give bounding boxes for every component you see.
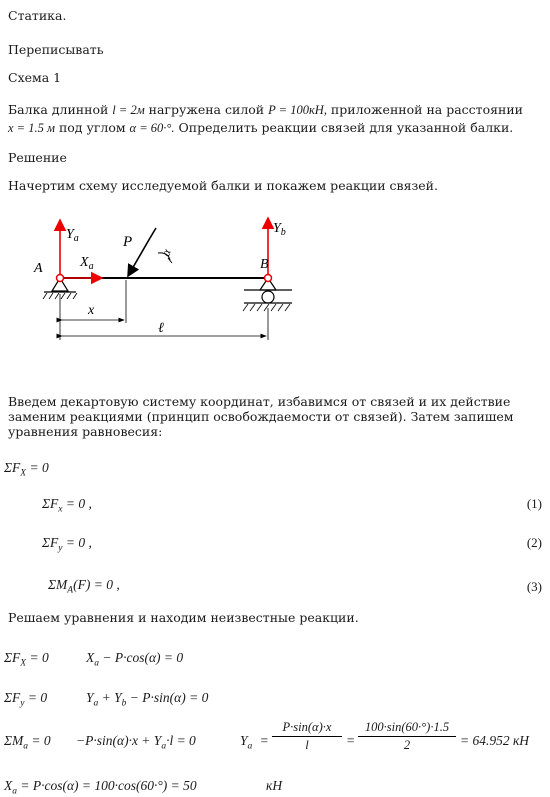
row4-unit: кН	[266, 778, 283, 793]
yb-label: $Y_b$	[273, 221, 286, 238]
ya-label: $Y_a$	[66, 227, 79, 244]
row4: $X_a = P\cdot\cos(\alpha) = 100\cdot\cos(60\cdot^\circ) = 50$	[4, 778, 197, 797]
equation-2-number: (2)	[526, 535, 542, 550]
fraction-2	[358, 720, 456, 753]
solution-intro: Начертим схему исследуемой балки и покажем реакции связей.	[8, 178, 438, 193]
scheme-label: Схема 1	[8, 70, 62, 85]
fraction-2-denominator: 2	[403, 738, 411, 752]
row1-left: $\Sigma F_X = 0$	[4, 650, 49, 669]
problem-line-2: x = 1.5 м под углом α = 60·°. Определить реакции связей для указанной балки.	[8, 120, 514, 135]
sum-fx-heading: $\Sigma F_X = 0$	[4, 460, 49, 479]
equation-1: $\Sigma F_x = 0$ ,	[42, 496, 92, 515]
fraction-2-numerator: 100·sin(60·°)·1.5	[364, 720, 450, 734]
solve-text: Решаем уравнения и находим неизвестные реакции.	[8, 610, 359, 625]
p-label: P	[123, 234, 133, 250]
row3-ya: $Y_a$ =	[240, 733, 269, 752]
problem-line-1: Балка длинной l = 2м нагружена силой P = 100кН, приложенной на расстоянии	[8, 102, 523, 117]
equation-3: $\Sigma M_A(F) = 0$ ,	[48, 577, 120, 596]
equilibrium-paragraph: Введем декартовую систему координат, избавимся от связей и их действие заменим реакциями (принцип освобождаемости от связей). Затем запишем уравнения равновесия:	[8, 394, 514, 439]
beam-diagram	[30, 208, 330, 350]
page-title: Статика.	[8, 8, 67, 23]
xa-label: $X_a$	[80, 255, 94, 272]
l-dim-label: ℓ	[158, 321, 164, 336]
equation-1-number: (1)	[526, 496, 542, 511]
row2-left: $\Sigma F_y = 0$	[4, 690, 48, 709]
alpha-label: α	[158, 247, 174, 258]
fraction-1-denominator: l	[305, 738, 309, 752]
fraction-1	[272, 720, 342, 753]
row3-moment: $-P\cdot\sin(\alpha)\cdot x + Y_a\cdot l = 0$	[76, 733, 196, 752]
equation-3-number: (3)	[526, 579, 542, 594]
row3-eq2: =	[346, 733, 356, 748]
equation-2: $\Sigma F_y = 0$ ,	[42, 535, 92, 554]
row1-right: $X_a - P\cdot\cos(\alpha) = 0$	[86, 650, 184, 669]
rewrite-label: Переписывать	[8, 42, 104, 57]
point-b-label: B	[260, 257, 269, 272]
point-a-label: A	[34, 261, 43, 276]
row3-result: = 64.952 кН	[460, 733, 530, 748]
solution-label: Решение	[8, 150, 67, 165]
row3-left: $\Sigma M_a = 0$	[4, 733, 51, 752]
x-dim-label: x	[88, 303, 95, 318]
row2-right: $Y_a + Y_b - P\cdot\sin(\alpha) = 0$	[86, 690, 209, 709]
fraction-1-numerator: P·sin(α)·x	[282, 720, 332, 734]
